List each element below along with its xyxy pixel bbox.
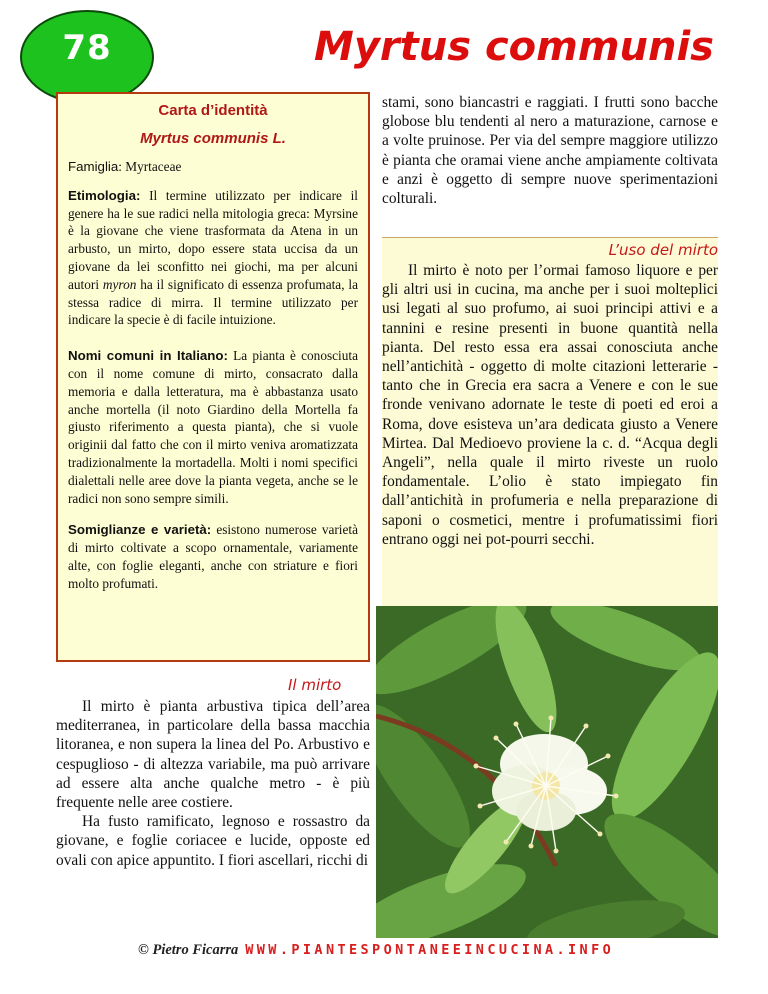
somiglianze-text: esistono numerose varietà di mirto coltivate a scopo ornamentale, variamente alte, con foglie eleganti, anche con striature e fiori molto profumati. xyxy=(68,522,358,591)
copyright: © Pietro Ficarra xyxy=(138,942,239,958)
il-mirto-paragraph-1: Il mirto è pianta arbustiva tipica dell’area mediterranea, in particolare della bassa macchia litoranea, e non supera la linea del Po. Arbustivo e cespuglioso - di altezza variabile, ma può arrivare ad essere alta anche qualche metro - è più frequente nelle aree costiere. xyxy=(56,698,370,812)
etimologia-section xyxy=(68,187,358,329)
il-mirto-paragraph-2: Ha fusto ramificato, legnoso e rossastro da giovane, e foglie coriacee e lucide, opposte ed ovali con apice appuntito. I fiori ascellari, ricchi di xyxy=(56,813,370,869)
identity-card-title: Carta d’identità xyxy=(158,102,268,119)
nomi-comuni-section xyxy=(68,347,358,507)
footer xyxy=(138,941,614,959)
nomi-comuni-label: Nomi comuni in Italiano: xyxy=(68,348,228,364)
somiglianze-section xyxy=(68,521,358,592)
uso-divider xyxy=(382,237,718,238)
uso-heading: L’uso del mirto xyxy=(608,241,718,259)
myrtle-flower-photo xyxy=(376,606,718,938)
somiglianze-label: Somiglianze e varietà: xyxy=(68,522,212,538)
famiglia-section xyxy=(68,158,358,176)
nomi-comuni-text: La pianta è conosciuta con il nome comune di mirto, consacrato dalla memoria e dalla letteratura, ma è abbastanza usato anche mortella (il noto Giardino della Mortella fa giusto riferimento a questa pianta), che si vuole originii dal fatto che con il mirto veniva aromatizzata tradizionalmente la mortadella. Molti i nomi specifici dialettali nelle aree dove la pianta vegeta, anche se le radici non sono sempre simili. xyxy=(68,348,358,506)
identity-card xyxy=(56,92,370,662)
etimologia-label: Etimologia: xyxy=(68,187,141,203)
famiglia-label: Famiglia xyxy=(68,159,119,174)
il-mirto-continuation: stami, sono biancastri e raggiati. I frutti sono bacche globose blu tendenti al nero a maturazione, carnose e a volte pruinose. Per via del sempre maggiore utilizzo è pianta che oramai viene anche ampiamente coltivata e anzi è oggetto di sempre nuove sperimentazioni colturali. xyxy=(382,94,718,208)
il-mirto-text xyxy=(56,697,370,870)
famiglia-value: : Myrtaceae xyxy=(118,159,182,174)
il-mirto-heading: Il mirto xyxy=(288,676,342,694)
etimologia-text: Il termine utilizzato per indicare il genere ha le sue radici nella mitologia greca: Myrsine è la giovane che viene trasformata da Atena in un arbusto, un mirto, dopo essere stata uccisa da un giovane da lei sconfitto nei giochi, ma per alcuni autori xyxy=(68,187,358,292)
website-link[interactable]: WWW.PIANTESPONTANEEINCUCINA.INFO xyxy=(245,942,615,958)
page-number-badge xyxy=(20,10,154,104)
page-title: Myrtus communis xyxy=(314,24,714,70)
etimologia-word: myron xyxy=(102,276,137,292)
uso-paragraph: Il mirto è noto per l’ormai famoso liquore e per gli altri usi in cucina, ma anche per i suoi molteplici usi legati al suo profumo, ai suoi principi attivi e a tannini e resine presenti in buone quantità nella pianta. Del resto essa era assai conosciuta anche nell’antichità - oggetto di molte citazioni letterarie - tanto che in Grecia era sacra a Venere e con le sue fronde venivano adornate le teste di poeti ed eroi a Roma, dove esisteva un’ara dedicata giusto a Venere Mirtea. Dal Medioevo proviene la c. d. “Acqua degli Angeli”, nella quale il mirto riveste un ruolo fondamentale. L’olio è stato impiegato fin dall’antichità in profumeria e nella preparazione di saponi o cosmetici, mentre i profumatissimi fiori entrano oggi nei pot-pourri secchi. xyxy=(382,262,718,548)
identity-card-species: Myrtus communis L. xyxy=(140,130,286,147)
etimologia-text-end: ha il significato di essenza profumata, la stessa radice di mirra. Il termine utilizzato per indicare la specie è di facile intuizione. xyxy=(68,276,358,328)
page-number: 78 xyxy=(62,28,112,68)
